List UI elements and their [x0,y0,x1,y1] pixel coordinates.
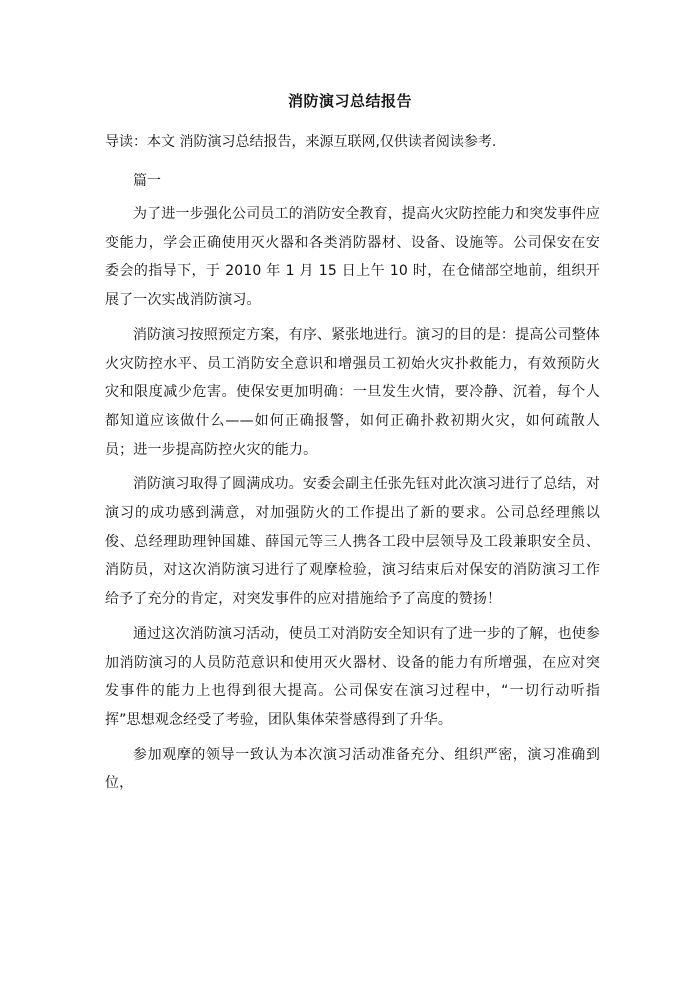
intro-text: 导读：本文 消防演习总结报告，来源互联网,仅供读者阅读参考. [105,134,497,150]
paragraph-1: 为了进一步强化公司员工的消防安全教育，提高火灾防控能力和突发事件应变能力，学会正确使用灭火器和各类消防器材、设备、设施等。公司保安在安委会的指导下，于 2010 年 1 月 15 日上午 10 时，在仓储部空地前，组织开展了一次实战消防演习。 [105,206,600,309]
paragraph-2: 消防演习按照预定方案，有序、紧张地进行。演习的目的是：提高公司整体火灾防控水平、员工消防安全意识和增强员工初始火灾扑救能力，有效预防火灾和限度减少危害。使保安更加明确：一旦发生火情，要冷静、沉着，每个人都知道应该做什么——如何正确报警，如何正确扑救初期火灾，如何疏散人员；进一步提高防控火灾的能力。 [105,326,600,458]
paragraph-5: 参加观摩的领导一致认为本次演习活动准备充分、组织严密，演习准确到位， [105,746,600,792]
paragraph-3: 消防演习取得了圆满成功。安委会副主任张先钰对此次演习进行了总结，对演习的成功感到满意，对加强防火的工作提出了新的要求。公司总经理熊以俊、总经理助理钟国雄、薛国元等三人携各工段中层领导及工段兼职安全员、消防员，对这次消防演习进行了观摩检验，演习结束后对保安的消防演习工作给予了充分的肯定，对突发事件的应对措施给予了高度的赞扬！ [105,476,600,608]
paragraph-4: 通过这次消防演习活动，使员工对消防安全知识有了进一步的了解，也使参加消防演习的人员防范意识和使用灭火器材、设备的能力有所增强，在应对突发事件的能力上也得到很大提高。公司保安在演习过程中，“一切行动听指挥”思想观念经受了考验，团队集体荣誉感得到了升华。 [105,625,600,728]
document-body [105,200,600,804]
section-label: 篇一 [133,173,161,189]
document-title: 消防演习总结报告 [287,92,412,110]
